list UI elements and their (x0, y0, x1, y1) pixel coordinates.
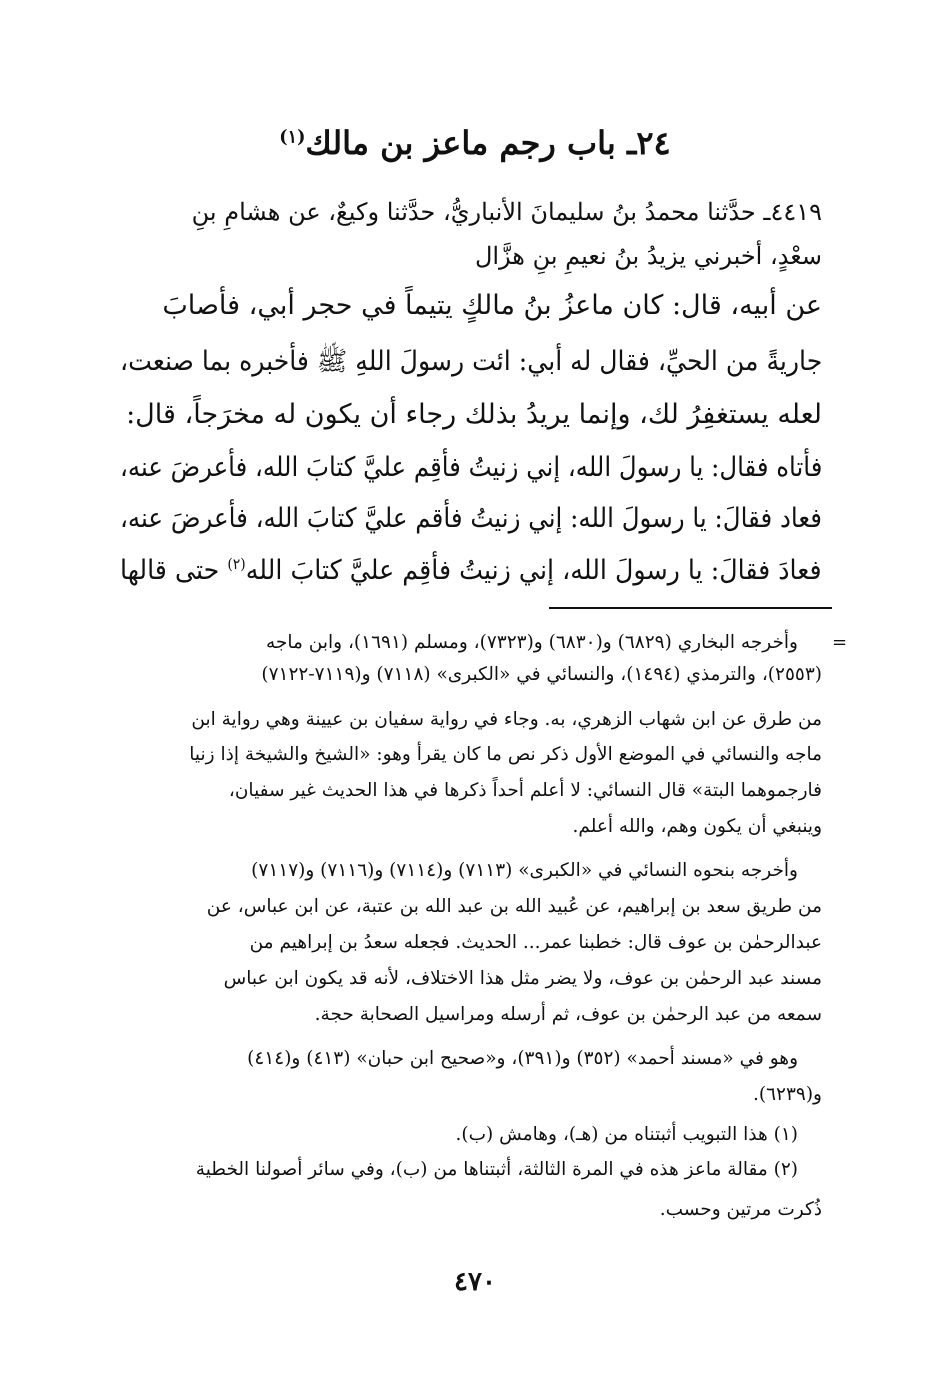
footnote-line-5: فارجموهما البتة» قال النسائي: لا أعلم أحداً ذكرها في هذا الحديث غير سفيان، (228, 780, 822, 801)
footnote-line-11: سمعه من عبد الرحمٰن بن عوف، ثم أرسله ومراسيل الصحابة حجة. (314, 1004, 822, 1025)
footnote-line-14: (١) هذا التبويب أثبتناه من (هـ)، وهامش (ب). (455, 1124, 798, 1145)
page-number: ٤٧٠ (454, 1267, 496, 1297)
matn-line-2: جاريةً من الحيِّ، فقال له أبي: ائت رسولَ اللهِ ﷺ فأخبره بما صنعت، (119, 346, 822, 377)
footnote-line-6: وينبغي أن يكون وهم، والله أعلم. (572, 816, 822, 837)
matn-line-3: لعله يستغفِرُ لك، وإنما يريدُ بذلك رجاء أن يكون له مخرَجاً، قال: (126, 399, 822, 430)
matn-line-6 (120, 549, 822, 593)
matn-line-4: فأتاه فقال: يا رسولَ الله، إني زنيتُ فأقِم عليَّ كتابَ الله، فأعرضَ عنه، (119, 452, 822, 483)
chapter-title-text: ٢٤ـ باب رجم ماعز بن مالك (305, 124, 671, 162)
footnote-line-15: (٢) مقالة ماعز هذه في المرة الثالثة، أثبتناها من (ب)، وفي سائر أصولنا الخطية (195, 1159, 798, 1180)
footnote-line-9: عبدالرحمٰن بن عوف قال: خطبنا عمر... الحديث. فجعله سعدُ بن إبراهيم من (249, 932, 822, 953)
chapter-title-note-ref: (١) (279, 126, 306, 148)
matn-line-5: فعاد فقالَ: يا رسولَ الله: إني زنيتُ فأقم عليَّ كتابَ الله، فأعرضَ عنه، (120, 503, 822, 534)
hadith-number: ٤٤١٩ـ (763, 198, 822, 226)
matn-note-ref: (٢) (227, 555, 247, 573)
footnote-line-1: وأخرجه البخاري (٦٨٢٩) و(٦٨٣٠) و(٧٣٢٣)، ومسلم (١٦٩١)، وابن ماجه (265, 632, 798, 653)
isnad-line-1 (192, 192, 822, 232)
isnad-line-2: سعْدٍ، أخبرني يزيدُ بنُ نعيمِ بنِ هزَّال (474, 242, 822, 270)
footnote-line-2: (٢٥٥٣)، والترمذي (١٤٩٤)، والنسائي في «الكبرى» (٧١١٨) و(٧١١٩-٧١٢٢) (261, 664, 822, 685)
footnote-line-12: وهو في «مسند أحمد» (٣٥٢) و(٣٩١)، و«صحيح ابن حبان» (٤١٣) و(٤١٤) (247, 1048, 798, 1069)
footnote-line-7: وأخرجه بنحوه النسائي في «الكبرى» (٧١١٣) و(٧١١٤) و(٧١١٦) و(٧١١٧) (251, 860, 798, 881)
matn-line-1: عن أبيه، قال: كان ماعزُ بنُ مالكٍ يتيماً في حجر أبي، فأصابَ (162, 290, 822, 321)
matn-last-after: حتى قالها (120, 555, 228, 586)
footnote-line-13: و(٦٢٣٩). (752, 1084, 822, 1105)
chapter-title (0, 118, 950, 168)
matn-last-before: فعادَ فقالَ: يا رسولَ الله، إني زنيتُ فأقِم عليَّ كتابَ الله (246, 555, 822, 586)
footnote-line-3: من طرق عن ابن شهاب الزهري، به. وجاء في رواية سفيان بن عيينة وهي رواية ابن (191, 709, 822, 730)
footnote-line-8: من طريق سعد بن إبراهيم، عن عُبيد الله بن عبد الله بن عتبة، عن ابن عباس، عن (206, 896, 822, 917)
footnote-line-4: ماجه والنسائي في الموضع الأول ذكر نص ما كان يقرأ وهو: «الشيخ والشيخة إذا زنيا (189, 744, 822, 765)
footnote-continuation-marker: = (832, 632, 848, 653)
footnote-line-10: مسند عبد الرحمٰن بن عوف، ولا يضر مثل هذا الاختلاف، لأنه قد يكون ابن عباس (223, 968, 822, 989)
isnad-text-1: حدَّثنا محمدُ بنُ سليمانَ الأنباريُّ، حدَّثنا وكيعٌ، عن هشامِ بنِ (191, 198, 756, 226)
footnote-line-16: ذُكرت مرتين وحسب. (659, 1199, 822, 1220)
footnote-separator (549, 607, 832, 609)
